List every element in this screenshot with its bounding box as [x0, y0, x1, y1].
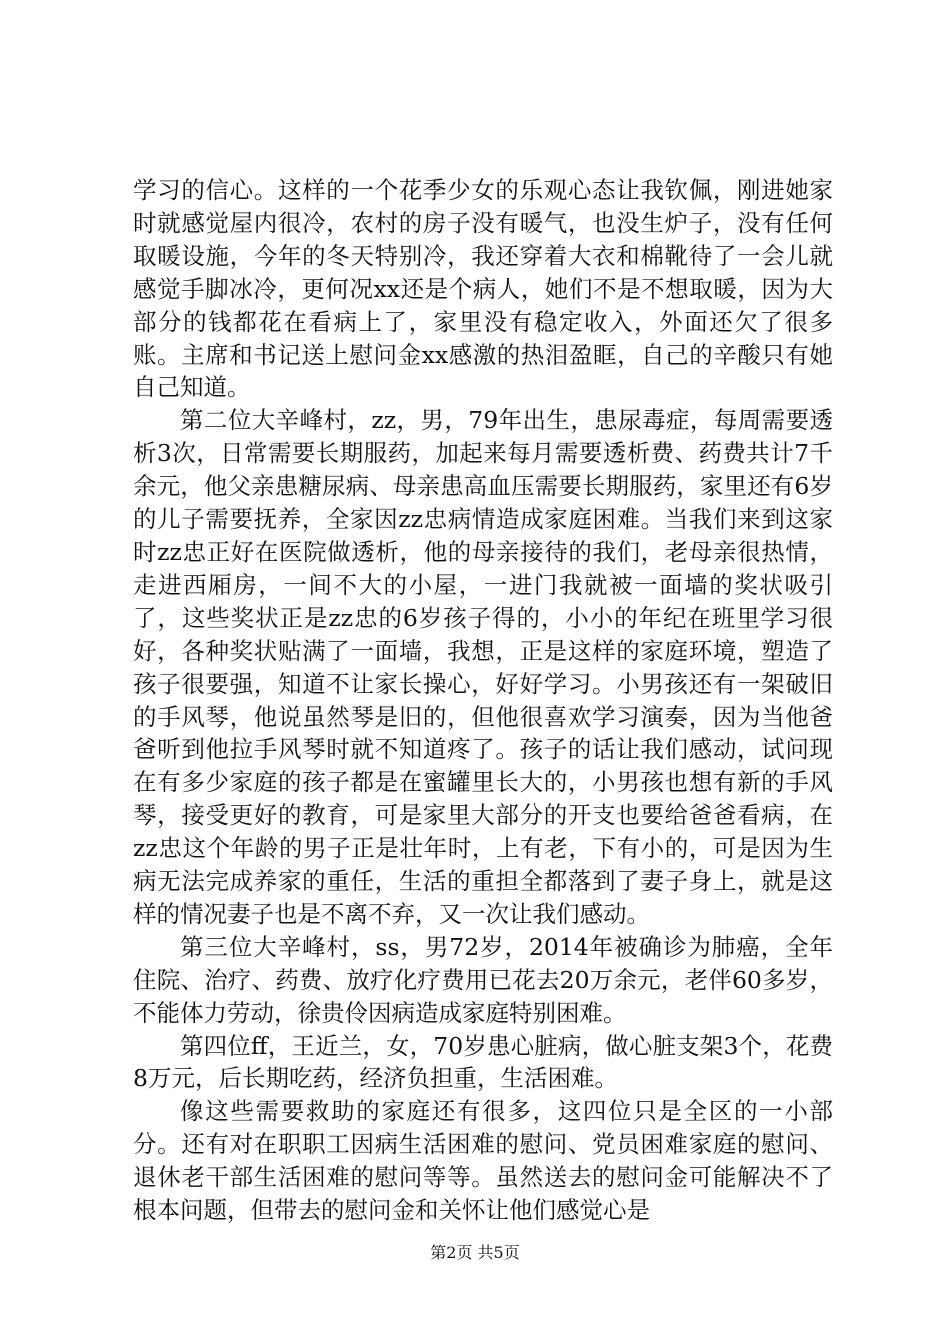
document-body — [133, 174, 833, 1227]
paragraph-2: 第二位大辛峰村，zz，男，79年出生，患尿毒症，每周需要透析3次，日常需要长期服药，加起来每月需要透析费、药费共计7千余元，他父亲患糖尿病、母亲患高血压需要长期服药，家里还有6岁的儿子需要抚养，全家因zz忠病情造成家庭困难。当我们来到这家时zz忠正好在医院做透析，他的母亲接待的我们，老母亲很热情，走进西厢房，一间不大的小屋，一进门我就被一面墙的奖状吸引了，这些奖状正是zz忠的6岁孩子得的，小小的年纪在班里学习很好，各种奖状贴满了一面墙，我想，正是这样的家庭环境，塑造了孩子很要强，知道不让家长操心，好好学习。小男孩还有一架破旧的手风琴，他说虽然琴是旧的，但他很喜欢学习演奏，因为当他爸爸听到他拉手风琴时就不知道疼了。孩子的话让我们感动，试问现在有多少家庭的孩子都是在蜜罐里长大的，小男孩也想有新的手风琴，接受更好的教育，可是家里大部分的开支也要给爸爸看病，在zz忠这个年龄的男子正是壮年时，上有老，下有小的，可是因为生病无法完成养家的重任，生活的重担全都落到了妻子身上，就是这样的情况妻子也是不离不弃，又一次让我们感动。 — [133, 406, 833, 928]
paragraph-3: 第三位大辛峰村，ss，男72岁，2014年被确诊为肺癌，全年住院、治疗、药费、放疗化疗费用已花去20万余元，老伴60多岁，不能体力劳动，徐贵伶因病造成家庭特别困难。 — [133, 932, 833, 1027]
page-number-footer: 第2页 共5页 — [430, 1243, 520, 1262]
paragraph-5: 像这些需要救助的家庭还有很多，这四位只是全区的一小部分。还有对在职职工因病生活困难的慰问、党员困难家庭的慰问、退休老干部生活困难的慰问等等。虽然送去的慰问金可能解决不了根本问题，但带去的慰问金和关怀让他们感觉心是 — [133, 1097, 833, 1225]
paragraph-4: 第四位ff，王近兰，女，70岁患心脏病，做心脏支架3个，花费8万元，后长期吃药，经济负担重，生活困难。 — [133, 1031, 833, 1093]
paragraph-1: 学习的信心。这样的一个花季少女的乐观心态让我钦佩，刚进她家时就感觉屋内很冷，农村的房子没有暖气，也没生炉子，没有任何取暖设施，今年的冬天特别冷，我还穿着大衣和棉靴待了一会儿就感觉手脚冰冷，更何况xx还是个病人，她们不是不想取暖，因为大部分的钱都花在看病上了，家里没有稳定收入，外面还欠了很多账。主席和书记送上慰问金xx感激的热泪盈眶，自己的辛酸只有她自己知道。 — [133, 176, 833, 402]
